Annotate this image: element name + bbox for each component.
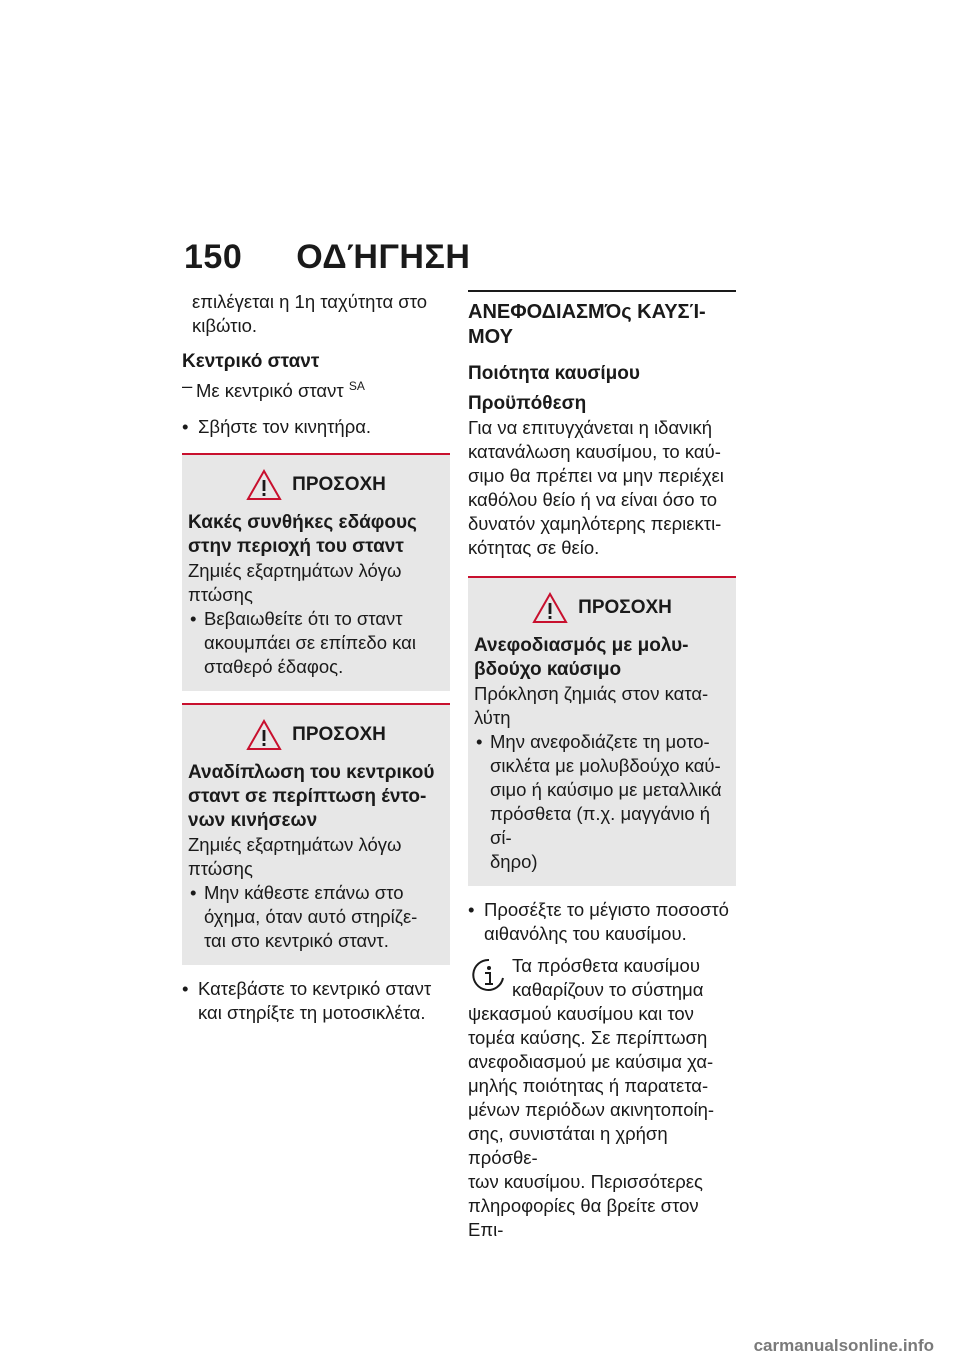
warning-triangle-icon — [246, 469, 282, 501]
warning-heading — [188, 713, 444, 757]
warning-triangle-icon — [246, 719, 282, 751]
info-line: ψεκασμού καυσίμου και τον — [468, 1003, 694, 1024]
warning-bullet — [188, 607, 444, 631]
warning-triangle-icon — [532, 592, 568, 624]
warning-text: πτώσης — [188, 584, 253, 606]
info-note — [468, 954, 736, 1242]
refuel-section-title: ΑΝΕΦΟΔΙΑΣΜΌς ΚΑΥΣΊ- — [468, 290, 736, 325]
warning-bullet — [474, 730, 730, 754]
warning-box — [182, 453, 450, 691]
info-line: καθαρίζουν το σύστημα — [512, 979, 704, 1000]
prerequisite-heading: Προϋπόθεση — [468, 393, 587, 414]
warning-bullet — [188, 881, 444, 905]
right-column — [468, 290, 736, 1242]
sa-sup: SA — [348, 379, 365, 393]
warning-heading — [474, 586, 730, 630]
step-bullet-cont: και στηρίξτε τη μοτοσικλέτα. — [198, 1002, 426, 1024]
page-number: 150 — [184, 238, 243, 276]
warning-text: Ζημιές εξαρτημάτων λόγω — [188, 560, 402, 582]
info-icon — [472, 958, 506, 992]
left-column — [182, 290, 450, 1025]
intro-line: επιλέγεται η 1η ταχύτητα στο — [192, 291, 428, 312]
warning-bullet-cont: πρόσθετα (π.χ. μαγγάνιο ή σί- — [490, 803, 711, 848]
center-stand-option — [182, 374, 450, 403]
warning-bullet-text: Μην κάθεστε επάνω στο — [204, 882, 404, 904]
prereq-line: κότητας σε θείο. — [468, 537, 600, 558]
warning-heading — [188, 463, 444, 507]
prereq-line: Για να επιτυγχάνεται η ιδανική — [468, 417, 713, 438]
warning-box — [182, 703, 450, 965]
warning-bullet-cont: ται στο κεντρικό σταντ. — [204, 930, 389, 952]
warning-subtitle: στην περιοχή του σταντ — [188, 536, 404, 558]
warning-text: Πρόκληση ζημιάς στον κατα- — [474, 683, 709, 704]
bullet-dot: • — [182, 978, 189, 1000]
warning-bullet-text: Βεβαιωθείτε ότι το σταντ — [204, 608, 403, 630]
warning-text: πτώσης — [188, 858, 253, 880]
watermark: carmanualsonline.info — [753, 1336, 934, 1355]
warning-bullet-cont: σταθερό έδαφος. — [204, 656, 344, 678]
prereq-line: καθόλου θείο ή να είναι όσο το — [468, 489, 718, 510]
info-line: των καυσίμου. Περισσότερες — [468, 1171, 703, 1192]
step-text: Προσέξτε το μέγιστο ποσοστό — [484, 899, 729, 920]
warning-bullet-text: Μην ανεφοδιάζετε τη μοτο- — [490, 731, 710, 752]
warning-text: Ζημιές εξαρτημάτων λόγω — [188, 834, 402, 856]
info-line: σης, συνιστάται η χρήση πρόσθε- — [468, 1123, 668, 1168]
step-text: Σβήστε τον κινητήρα. — [198, 416, 372, 438]
prereq-line: δυνατόν χαμηλότερης περιεκτι- — [468, 513, 722, 534]
step-bullet-cont: αιθανόλης του καυσίμου. — [484, 923, 687, 944]
bullet-dot: • — [190, 608, 197, 630]
info-line: Τα πρόσθετα καυσίμου — [512, 955, 700, 976]
refuel-section-title-cont: ΜΟΥ — [468, 326, 513, 348]
step-bullet — [182, 977, 450, 1001]
page-header — [184, 238, 470, 277]
info-line: τομέα καύσης. Σε περίπτωση — [468, 1027, 708, 1048]
section-title: ΟΔΉΓΗΣΗ — [296, 238, 471, 276]
warning-title: ΠΡΟΣΟΧΗ — [292, 724, 386, 746]
warning-bullet-cont: ακουμπάει σε επίπεδο και — [204, 632, 416, 654]
fuel-quality-heading: Ποιότητα καυσίμου — [468, 363, 640, 384]
prereq-line: κατανάλωση καυσίμου, το καύ- — [468, 441, 721, 462]
step-bullet — [182, 415, 450, 439]
prereq-line: σιμο θα πρέπει να μην περιέχει — [468, 465, 724, 486]
center-stand-title: Κεντρικό σταντ — [182, 351, 320, 372]
warning-bullet-cont: σικλέτα με μολυβδούχο καύ- — [490, 755, 721, 776]
dash-mark: – — [182, 375, 193, 396]
warning-bullet-cont: σιμο ή καύσιμο με μεταλλικά — [490, 779, 722, 800]
warning-bullet-cont: δηρο) — [490, 851, 538, 872]
warning-subtitle: νων κινήσεων — [188, 810, 318, 832]
info-line: μένων περιόδων ακινητοποίη- — [468, 1099, 715, 1120]
intro-line: κιβώτιο. — [192, 315, 258, 336]
warning-subtitle: βδούχο καύσιμο — [474, 659, 622, 680]
bullet-dot: • — [182, 416, 189, 438]
info-line: πληροφορίες θα βρείτε στον Επι- — [468, 1195, 699, 1240]
info-line: μηλής ποιότητας ή παρατετα- — [468, 1075, 709, 1096]
warning-subtitle: σταντ σε περίπτωση έντο- — [188, 786, 427, 808]
step-text: Κατεβάστε το κεντρικό σταντ — [198, 978, 432, 1000]
warning-subtitle: Κακές συνθήκες εδάφους — [188, 512, 417, 534]
warning-text: λύτη — [474, 707, 511, 728]
info-line: ανεφοδιασμού με καύσιμα χα- — [468, 1051, 714, 1072]
bullet-dot: • — [190, 882, 197, 904]
warning-title: ΠΡΟΣΟΧΗ — [578, 597, 672, 618]
bullet-dot: • — [476, 731, 483, 752]
warning-subtitle: Αναδίπλωση του κεντρικού — [188, 762, 435, 784]
bullet-dot: • — [468, 899, 475, 920]
warning-subtitle: Ανεφοδιασμός με μολυ- — [474, 635, 689, 656]
warning-title: ΠΡΟΣΟΧΗ — [292, 474, 386, 496]
warning-bullet-cont: όχημα, όταν αυτό στηρίζε- — [204, 906, 418, 928]
option-text: Με κεντρικό σταντ — [196, 380, 344, 402]
warning-box — [468, 576, 736, 886]
step-bullet — [468, 898, 736, 922]
